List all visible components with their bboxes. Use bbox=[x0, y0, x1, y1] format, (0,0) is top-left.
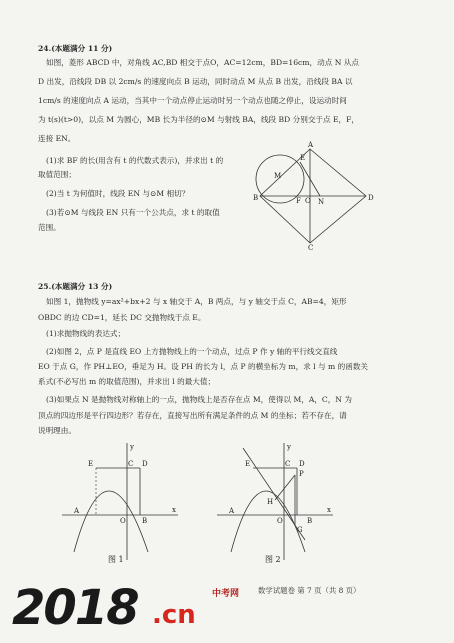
q25-line-3: (1)求抛物线的表达式； bbox=[46, 329, 126, 338]
q24-sub1-a: (1)求 BF 的长(用含有 t 的代数式表示)，并求出 t 的 bbox=[46, 156, 224, 165]
fig2-label-h: H bbox=[267, 498, 274, 506]
q24-sub1-b: 取值范围； bbox=[38, 170, 76, 179]
fig2-label-x: x bbox=[327, 506, 331, 514]
q25-line-4: (2)如图 2，点 P 是直线 EO 上方抛物线上的一个动点，过点 P 作 y 轴的平行线交直线 bbox=[46, 347, 338, 356]
fig2-label-c: C bbox=[285, 460, 291, 468]
q25-line-8: 顶点的四边形是平行四边形？若存在，直接写出所有满足条件的点 M 的坐标；若不存在，请 bbox=[38, 411, 347, 420]
fig1-label-e: E bbox=[88, 460, 94, 468]
rhombus-figure bbox=[250, 140, 380, 250]
line-eo bbox=[243, 448, 305, 540]
fig1-label-c: C bbox=[128, 460, 134, 468]
fig2-label-b: B bbox=[307, 517, 313, 525]
page-footer: 数学试题卷 第 7 页（共 8 页） bbox=[258, 586, 361, 595]
label-b: B bbox=[253, 194, 259, 202]
q24-sub2: (2)当 t 为何值时，线段 EN 与⊙M 相切？ bbox=[46, 189, 190, 198]
parabola-figure-1 bbox=[60, 440, 180, 565]
q24-line-2: D 出发，沿线段 DB 以 2cm/s 的速度向点 B 运动，同时动点 M 从点 B 出发，沿线段 BA 以 bbox=[38, 77, 353, 86]
q25-line-7: (3)如果点 N 是抛物线对称轴上的一点，抛物线上是否存在点 M，使得以 M，A，C，N 为 bbox=[46, 395, 352, 404]
q24-sub3-a: (3)若⊙M 与线段 EN 只有一个公共点，求 t 的取值 bbox=[46, 208, 220, 217]
label-c: C bbox=[308, 244, 314, 250]
parabola-figure-2 bbox=[215, 440, 335, 565]
label-e: E bbox=[300, 154, 306, 162]
q24-line-4: 为 t(s)(t>0)，以点 M 为圆心，MB 长为半径的⊙M 与射线 BA，线段 BD 分别交于点 E，F， bbox=[38, 115, 360, 124]
q25-line-1: 如图 1，抛物线 y=ax²+bx+2 与 x 轴交于 A，B 两点，与 y 轴交于点 C，AB=4，矩形 bbox=[46, 297, 347, 306]
label-f: F bbox=[296, 197, 301, 205]
q24-heading: 24.(本题满分 11 分) bbox=[38, 44, 113, 53]
fig2-label-d: D bbox=[299, 460, 305, 468]
label-n: N bbox=[318, 198, 325, 206]
fig2-label-a: A bbox=[229, 507, 235, 515]
fig1-caption: 图 1 bbox=[108, 555, 124, 564]
q24-line-1: 如图，菱形 ABCD 中，对角线 AC,BD 相交于点O，AC=12cm，BD=16cm，动点 N 从点 bbox=[46, 58, 359, 67]
parabola-curve bbox=[74, 491, 148, 552]
fig1-label-d: D bbox=[142, 460, 148, 468]
q24-line-3: 1cm/s 的速度向点 A 运动，当其中一个动点停止运动时另一个动点也随之停止，设运动时间 bbox=[38, 96, 347, 105]
q25-line-5: EO 于点 G，作 PH⊥EO，垂足为 H。设 PH 的长为 l，点 P 的横坐标为 m，求 l 与 m 的函数关 bbox=[38, 362, 369, 371]
q25-line-6: 系式(不必写出 m 的取值范围)，并求出 l 的最大值； bbox=[38, 377, 216, 386]
label-d: D bbox=[368, 194, 374, 202]
label-m: M bbox=[274, 172, 282, 180]
q25-line-9: 说明理由。 bbox=[38, 426, 76, 435]
fig2-caption: 图 2 bbox=[265, 555, 281, 564]
fig2-label-p: P bbox=[299, 470, 304, 478]
label-a: A bbox=[308, 141, 314, 149]
q25-heading: 25.(本题满分 13 分) bbox=[38, 282, 113, 291]
fig1-label-a: A bbox=[74, 507, 80, 515]
watermark-domain: .cn bbox=[152, 600, 196, 630]
fig1-label-o: O bbox=[120, 517, 126, 525]
segment-ph bbox=[275, 475, 295, 500]
fig2-label-y: y bbox=[287, 443, 291, 451]
fig2-label-g: G bbox=[297, 526, 303, 534]
fig2-label-e: E bbox=[245, 460, 251, 468]
q24-sub3-b: 范围。 bbox=[38, 223, 61, 232]
watermark-tag: 中考网 bbox=[212, 589, 240, 599]
watermark-number: 2018 bbox=[12, 580, 138, 636]
q24-line-5: 连接 EN。 bbox=[38, 134, 76, 143]
fig1-label-y: y bbox=[130, 443, 134, 451]
fig2-label-o: O bbox=[277, 517, 283, 525]
q25-line-2: OBDC 的边 CD=1，延长 DC 交抛物线于点 E。 bbox=[38, 313, 206, 322]
watermark-logo bbox=[12, 580, 262, 636]
label-o: O bbox=[305, 197, 311, 205]
fig1-label-b: B bbox=[142, 517, 148, 525]
fig1-label-x: x bbox=[172, 506, 176, 514]
